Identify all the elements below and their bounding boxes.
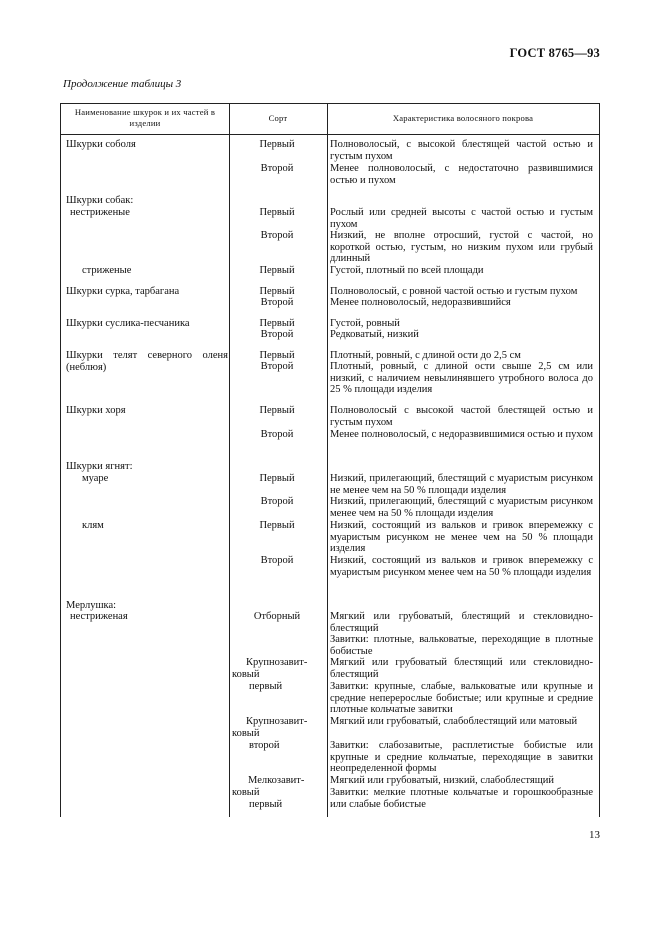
hair-description: Низкий, прилегающий, блестящий с муаристым рисунком менее чем на 50 % площади изделия	[330, 496, 593, 519]
hair-description: Низкий, состоящий из вальков и гривок вперемежку с муаристым рисунком не менее чем на 50 % площади изделия	[330, 520, 593, 555]
header-bottom-border	[60, 134, 600, 135]
grade-label: Первый	[259, 520, 295, 531]
grade-label: Второй	[260, 555, 294, 566]
row-name: Шкурки хоря	[66, 405, 126, 416]
hair-description: Полноволосый, с ровной частой остью и густым пухом	[330, 286, 578, 297]
grade-label: Второй	[260, 329, 294, 340]
hair-description: Менее полноволосый, с недостаточно развившимися остью и пухом	[330, 163, 593, 186]
grade-label: Мелкозавит-	[248, 775, 305, 786]
grade-label: Первый	[259, 286, 295, 297]
row-name: муаре	[82, 473, 109, 484]
hair-description: Завитки: плотные, вальковатые, переходящие в плотные бобистые	[330, 634, 593, 657]
row-name: клям	[82, 520, 104, 531]
document-code: ГОСТ 8765—93	[509, 46, 600, 60]
hair-description: Мягкий или грубоватый, низкий, слабоблестящий	[330, 775, 555, 786]
hair-description: Полноволосый с высокой частой блестящей остью и густым пухом	[330, 405, 593, 428]
grade-label: Первый	[259, 350, 295, 361]
page-number: 13	[589, 829, 600, 841]
hair-description: Плотный, ровный, с длиной ости свыше 2,5 см или низкий, с наличием невылинявшего утробного волоса до 25 % площади изделия	[330, 361, 593, 396]
hair-description: Мягкий или грубоватый, блестящий и стекловидно-блестящий	[330, 611, 593, 634]
grade-label: Крупнозавит-	[246, 657, 308, 668]
row-name: нестриженые	[70, 207, 130, 218]
table-border-right	[599, 103, 600, 817]
row-name: Шкурки собак:	[66, 195, 134, 206]
hair-description: Менее полноволосый, с недоразвившимися остью и пухом	[330, 429, 593, 440]
grade-label: Второй	[260, 163, 294, 174]
hair-description: Густой, плотный по всей площади	[330, 265, 484, 276]
grade-label: Второй	[260, 496, 294, 507]
row-name: нестриженая	[70, 611, 128, 622]
row-name: Шкурки сурка, тарбагана	[66, 286, 180, 297]
hair-description: Низкий, прилегающий, блестящий с муаристым рисунком не менее чем на 50 % площади изделия	[330, 473, 593, 496]
grade-label: ковый	[232, 787, 260, 798]
row-name: Шкурки ягнят:	[66, 461, 133, 472]
hair-description: Низкий, состоящий из вальков и гривок вперемежку с муаристым рисунком менее чем на 50 % площади изделия	[330, 555, 593, 578]
hair-description: Плотный, ровный, с длиной ости до 2,5 см	[330, 350, 521, 361]
hair-description: Редковатый, низкий	[330, 329, 419, 340]
grade-label: Второй	[260, 429, 294, 440]
row-name: Шкурки телят северного оленя (неблюя)	[66, 350, 228, 373]
grade-label: ковый	[232, 728, 260, 739]
hair-description: Низкий, не вполне отросший, густой с частой, но короткой остью, густым, но низким пухом или грубый длинный	[330, 230, 593, 265]
hair-description: Завитки: крупные, слабые, вальковатые или крупные и средние неперерослые бобистые; или крупные и средние плотные кольчатые завитки	[330, 681, 593, 716]
row-name: Шкурки соболя	[66, 139, 136, 150]
column-header-name: Наименование шкурок и их частей в изделии	[74, 107, 216, 128]
row-name: Мерлушка:	[66, 600, 117, 611]
row-name: Шкурки суслика-песчаника	[66, 318, 190, 329]
grade-label: Первый	[259, 265, 295, 276]
hair-description: Густой, ровный	[330, 318, 400, 329]
grade-label: второй	[249, 740, 280, 751]
grade-label: Второй	[260, 230, 294, 241]
column-header-grade: Сорт	[268, 113, 288, 123]
grade-label: первый	[249, 799, 283, 810]
grade-label: Первый	[259, 318, 295, 329]
grade-label: Первый	[259, 473, 295, 484]
row-name: стриженые	[82, 265, 132, 276]
hair-description: Завитки: мелкие плотные кольчатые и горошкообразные или слабые бобистые	[330, 787, 593, 810]
grade-label: Второй	[260, 361, 294, 372]
grade-label: Первый	[259, 405, 295, 416]
table-continuation-label: Продолжение таблицы 3	[63, 78, 182, 90]
hair-description: Мягкий или грубоватый блестящий или стекловидно-блестящий	[330, 657, 593, 680]
grade-label: Отборный	[253, 611, 301, 622]
table-top-border	[60, 103, 600, 104]
grade-label: первый	[249, 681, 283, 692]
hair-description: Завитки: слабозавитые, расплетистые бобистые или крупные и средние кольчатые, переходящие в завитки неопределенной формы	[330, 740, 593, 775]
grade-label: Второй	[260, 297, 294, 308]
table-border-left	[60, 103, 61, 817]
grade-label: Крупнозавит-	[246, 716, 308, 727]
grade-label: ковый	[232, 669, 260, 680]
hair-description: Полноволосый, с высокой блестящей частой остью и густым пухом	[330, 139, 593, 162]
hair-description: Мягкий или грубоватый, слабоблестящий или матовый	[330, 716, 578, 727]
hair-description: Рослый или средней высоты с частой остью и густым пухом	[330, 207, 593, 230]
grade-label: Первый	[259, 139, 295, 150]
column-header-description: Характеристика волосяного покрова	[392, 113, 534, 123]
grade-label: Первый	[259, 207, 295, 218]
column-divider-2	[327, 103, 328, 817]
hair-description: Менее полноволосый, недоразвившийся	[330, 297, 511, 308]
